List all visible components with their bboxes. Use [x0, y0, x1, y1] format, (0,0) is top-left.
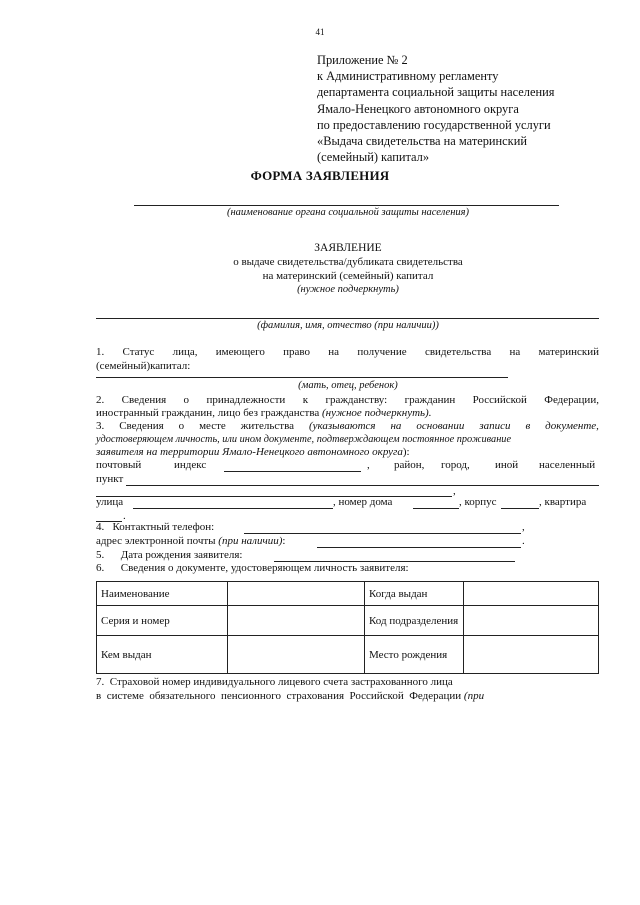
word: гражданин — [404, 394, 456, 406]
word: 1. — [96, 346, 105, 358]
postal-index-field[interactable] — [224, 471, 361, 472]
word: о — [183, 394, 190, 406]
word: Сведения — [119, 420, 164, 432]
word: к — [302, 394, 309, 406]
appendix-line: по предоставлению государственной услуги — [317, 117, 551, 132]
word: месте — [199, 420, 226, 432]
phone-label: 4. Контактный телефон: — [96, 521, 215, 533]
status-field[interactable] — [96, 377, 508, 378]
division-code-field[interactable] — [464, 606, 599, 636]
doc-name-label: Наименование — [97, 582, 228, 606]
word: на — [390, 420, 402, 432]
phone-field[interactable] — [244, 533, 521, 534]
word: документе, — [545, 420, 599, 432]
residence-basis-text: заявителя на территории Ямало-Ненецкого автономного округа — [96, 446, 403, 458]
email-label-row — [96, 535, 285, 549]
id-document-table — [96, 581, 599, 674]
word: Статус — [122, 346, 155, 358]
organ-name-field[interactable] — [134, 205, 559, 206]
punkt-label: пункт — [96, 473, 124, 485]
issue-date-label: Когда выдан — [365, 582, 464, 606]
series-number-field[interactable] — [228, 606, 365, 636]
appendix-line: Ямало-Ненецкого автономного округа — [317, 101, 519, 116]
house-field[interactable] — [413, 508, 459, 509]
building-label: , корпус — [459, 496, 497, 508]
email-note: (при наличии) — [218, 535, 283, 547]
word: на — [509, 346, 521, 358]
birthdate-label: 5. Дата рождения заявителя: — [96, 549, 243, 561]
email-field[interactable] — [317, 547, 521, 548]
item2-line2 — [96, 407, 431, 421]
citizenship-options: иностранный гражданин, лицо без гражданства — [96, 407, 322, 419]
fio-field[interactable] — [96, 318, 599, 319]
street-row — [96, 496, 616, 510]
word: 3. — [96, 420, 105, 432]
street-label: улица — [96, 496, 124, 508]
appendix-line: к Административному регламенту — [317, 69, 499, 84]
item7-line2 — [96, 690, 484, 704]
item3-line2: удостоверяющем личность, или ином документе, подтверждающем постоянное проживание — [96, 434, 512, 445]
building-field[interactable] — [501, 508, 539, 509]
appendix-line: «Выдача свидетельства на материнский — [317, 134, 527, 149]
word: Федерации, — [544, 394, 599, 406]
email-period: . — [522, 535, 525, 547]
settlement-field[interactable] — [126, 485, 599, 486]
word: лица, — [172, 346, 198, 358]
status-caption: (мать, отец, ребенок) — [298, 380, 398, 391]
word: Сведения — [121, 394, 167, 406]
phone-comma: , — [522, 521, 525, 533]
word: получение — [357, 346, 407, 358]
word: жительства — [240, 420, 295, 432]
table-row — [97, 582, 599, 606]
item1-line1 — [96, 346, 599, 358]
word: (указываются — [308, 420, 376, 432]
doc-name-field[interactable] — [228, 582, 365, 606]
series-number-label: Серия и номер — [97, 606, 228, 636]
item7-line1: 7. Страховой номер индивидуального лицевого счета застрахованного лица — [96, 676, 453, 688]
appendix-block — [317, 52, 554, 165]
word: материнский — [538, 346, 599, 358]
appendix-line: Приложение № 2 — [317, 53, 408, 67]
apartment-period: . — [123, 510, 126, 522]
postal-row — [96, 459, 599, 473]
email-colon: : — [282, 535, 286, 547]
organ-caption: (наименование органа социальной защиты населения) — [226, 207, 470, 218]
birthplace-label: Место рождения — [365, 636, 464, 674]
statement-line2: на материнский (семейный) капитал — [262, 270, 434, 282]
statement-note: (нужное подчеркнуть) — [297, 284, 399, 295]
snils-note: (при — [463, 690, 485, 702]
street-field[interactable] — [133, 508, 333, 509]
citizenship-note: (нужное подчеркнуть). — [322, 407, 432, 419]
fio-caption: (фамилия, имя, отчество (при наличии)) — [257, 320, 439, 331]
word: на — [328, 346, 340, 358]
item2-line1 — [96, 394, 599, 406]
word: право — [283, 346, 310, 358]
table-row — [97, 606, 599, 636]
apartment-label: , квартира — [539, 496, 587, 508]
word: основании — [416, 420, 465, 432]
birthplace-field[interactable] — [464, 636, 599, 674]
word: о — [178, 420, 185, 432]
word: записи — [479, 420, 511, 432]
appendix-line: департамента социальной защиты населения — [317, 85, 555, 100]
word: Российской — [472, 394, 527, 406]
division-code-label: Код подразделения — [365, 606, 464, 636]
settlement-label: населенный — [539, 459, 596, 471]
word: в — [525, 420, 531, 432]
form-title: ФОРМА ЗАЯВЛЕНИЯ — [250, 168, 390, 183]
word: свидетельства — [424, 346, 492, 358]
word: гражданству: — [325, 394, 388, 406]
word: 2. — [96, 394, 105, 406]
postal-label: почтовый индекс — [96, 459, 207, 471]
word: принадлежности — [206, 394, 286, 406]
address-comma: , — [453, 485, 456, 497]
issued-by-label: Кем выдан — [97, 636, 228, 674]
statement-heading: ЗАЯВЛЕНИЕ — [314, 242, 382, 254]
statement-line1: о выдаче свидетельства/дубликата свидетельства — [233, 256, 463, 268]
issue-date-field[interactable] — [464, 582, 599, 606]
email-label: адрес электронной почты — [96, 535, 219, 547]
city-label: город, — [441, 459, 470, 471]
id-doc-label: 6. Сведения о документе, удостоверяющем личность заявителя: — [96, 562, 409, 574]
issued-by-field[interactable] — [228, 636, 365, 674]
word: имеющего — [215, 346, 265, 358]
other-label: иной — [495, 459, 519, 471]
snils-text: в системе обязательного пенсионного страхования Российской Федерации — [96, 690, 464, 702]
table-row — [97, 636, 599, 674]
district-label: район, — [394, 459, 425, 471]
item3-line3 — [96, 446, 410, 460]
appendix-line: (семейный) капитал» — [317, 150, 430, 165]
postal-comma: , — [367, 459, 370, 471]
house-label: , номер дома — [333, 496, 393, 508]
residence-basis-end: ): — [402, 446, 410, 458]
item1-line2: (семейный)капитал: — [96, 360, 191, 372]
page-number: 41 — [315, 27, 325, 37]
item3-line1 — [96, 420, 599, 432]
